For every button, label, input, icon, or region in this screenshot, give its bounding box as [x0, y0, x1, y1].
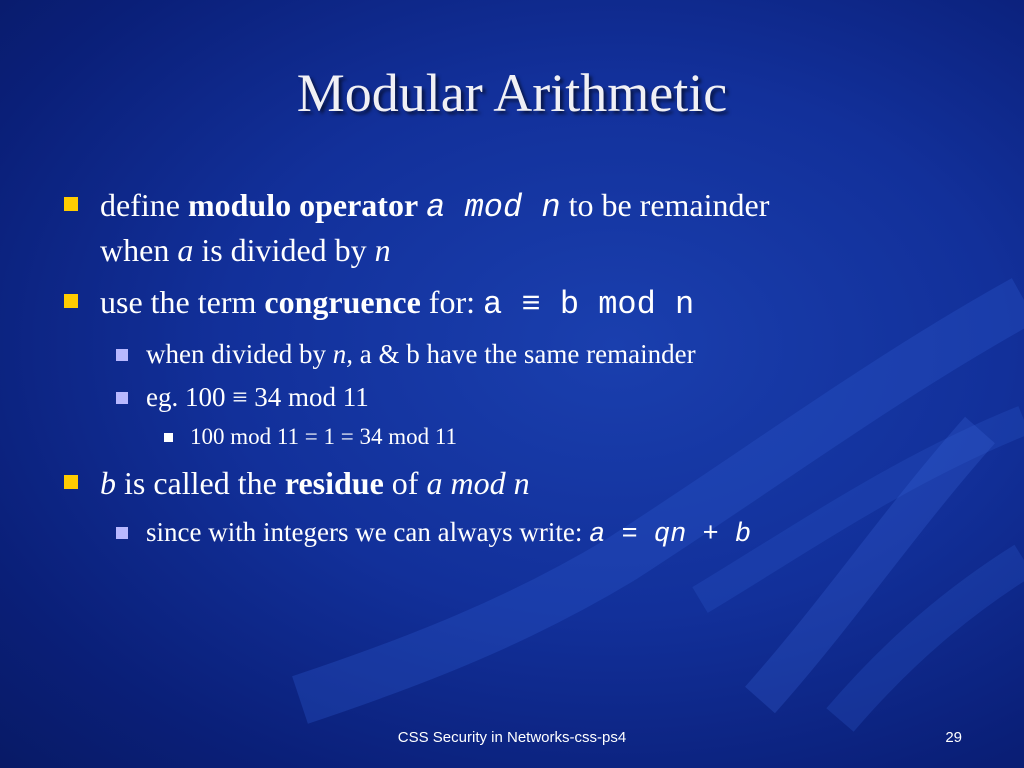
- bullet-square-icon: [64, 197, 78, 211]
- code-equation: a = qn + b: [589, 520, 752, 550]
- text: eg. 100 ≡ 34 mod 11: [146, 382, 369, 412]
- text: use the term: [100, 284, 265, 320]
- text: to be remainder: [560, 187, 770, 223]
- bullet-square-icon: [164, 433, 173, 442]
- text: is called the: [116, 465, 285, 501]
- text: a & b have the same remainder: [352, 339, 696, 369]
- text: is divided by: [193, 232, 375, 268]
- bullet-square-icon: [116, 527, 128, 539]
- text: since with integers we can always write:: [146, 517, 590, 547]
- code-a-mod-n: a mod n: [426, 189, 561, 226]
- page-number: 29: [945, 729, 962, 746]
- text: when divided by: [146, 339, 333, 369]
- bullet-define-modulo: [62, 184, 962, 271]
- term-modulo-operator: modulo operator: [187, 187, 419, 223]
- text: when: [100, 232, 178, 268]
- var-a: a: [177, 232, 194, 268]
- expr-a-mod-n: a mod n: [426, 465, 530, 501]
- text: define: [100, 187, 188, 223]
- sub-bullet-example: [62, 379, 962, 415]
- bullet-square-icon: [64, 475, 78, 489]
- text: for:: [420, 284, 483, 320]
- slide-title: Modular Arithmetic: [296, 63, 728, 123]
- bullet-square-icon: [64, 294, 78, 308]
- text: of: [383, 465, 427, 501]
- bullet-square-icon: [116, 349, 128, 361]
- sub-bullet-integers: [62, 514, 962, 553]
- text: 100 mod 11 = 1 = 34 mod 11: [190, 424, 458, 449]
- bullet-congruence: [62, 281, 962, 326]
- sub-bullet-same-remainder: [62, 336, 962, 372]
- code-congruence: a ≡ b mod n: [483, 286, 695, 323]
- var-b: b: [100, 465, 116, 501]
- var-n: n,: [332, 339, 353, 369]
- bullet-square-icon: [116, 392, 128, 404]
- var-n: n: [374, 232, 391, 268]
- bullet-residue: [62, 462, 962, 504]
- sub-sub-bullet-example-calc: [62, 422, 962, 452]
- text: [418, 187, 426, 223]
- slide-footer: CSS Security in Networks-css-ps4: [397, 729, 627, 746]
- term-congruence: congruence: [264, 284, 421, 320]
- term-residue: residue: [284, 465, 384, 501]
- slide-body: [62, 184, 962, 560]
